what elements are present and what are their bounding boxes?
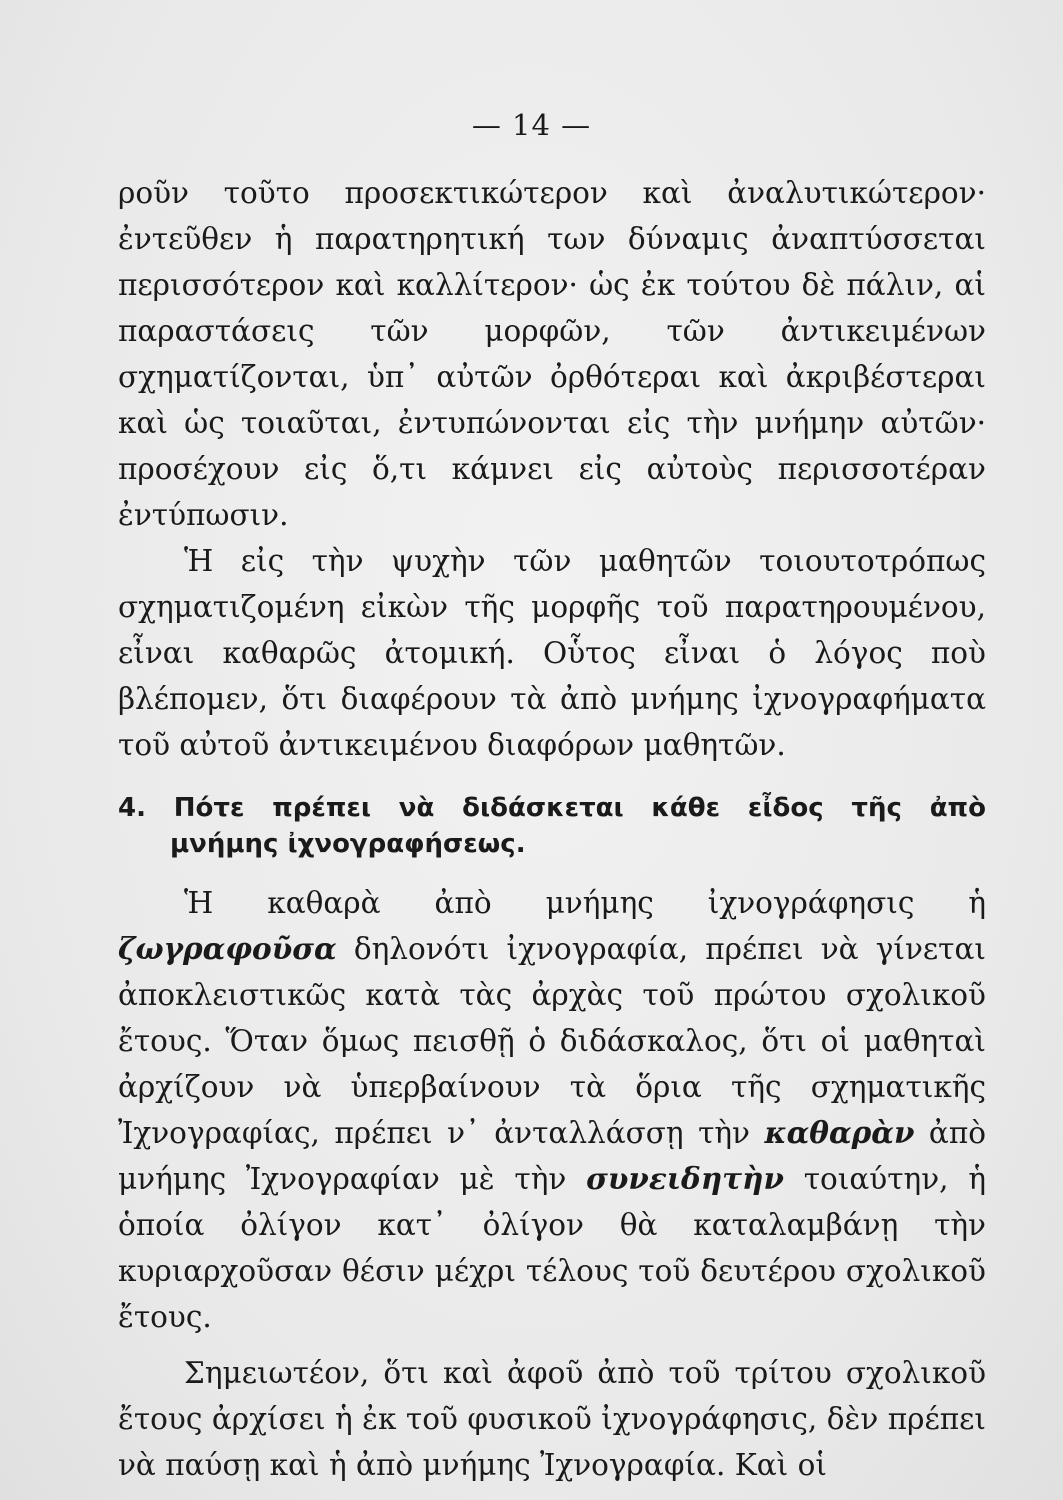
paragraph-continuation: ροῦν τοῦτο προσεκτικώτερον καὶ ἀναλυτικώτερον· ἐντεῦθεν ἡ παρατηρητική των δύναμις ἀναπτύσσεται περισσότερον καὶ καλλίτερον· ὡς ἐκ τούτου δὲ πάλιν, αἱ παραστάσεις τῶν μορφῶν, τῶν ἀντικειμένων σχηματίζονται, ὑπ᾽ αὐτῶν ὀρθότεραι καὶ ἀκριβέστεραι καὶ ὡς τοιαῦται, ἐντυπώνονται εἰς τὴν μνήμην αὐτῶν· προσέχουν εἰς ὅ,τι κάμνει εἰς αὐτοὺς περισσοτέραν ἐντύπωσιν. (118, 176, 986, 532)
text-run: δηλονότι ἰχνογραφία, πρέπει νὰ γίνεται ἀποκλειστικῶς κατὰ τὰς ἀρχὰς τοῦ πρώτου σχολικοῦ ἔτους. Ὅταν ὅμως πεισθῇ ὁ διδάσκαλος, ὅτι οἱ μαθηταὶ ἀρχίζουν νὰ ὑπερβαίνουν τὰ ὅρια τῆς σχηματικῆς Ἰχνογραφίας, πρέπει ν᾽ ἀνταλλάσσῃ τὴν (118, 932, 986, 1150)
paragraph-individual-image: Ἡ εἰς τὴν ψυχὴν τῶν μαθητῶν τοιουτοτρόπως σχηματιζομένη εἰκὼν τῆς μορφῆς τοῦ παρατηρουμένου, εἶναι καθαρῶς ἀτομική. Οὗτος εἶναι ὁ λόγος ποὺ βλέπομεν, ὅτι διαφέρουν τὰ ἀπὸ μνήμης ἰχνογραφήματα τοῦ αὐτοῦ ἀντικειμένου διαφόρων μαθητῶν. (118, 544, 986, 762)
paragraph-gap (118, 1340, 986, 1350)
emphasis-syneiditin: συνειδητὴν (586, 1161, 784, 1196)
emphasis-katharan: καθαρὰν (764, 1115, 915, 1150)
text-run: Ἡ καθαρὰ ἀπὸ μνήμης ἰχνογράφησις ἡ (184, 886, 986, 920)
page-body (118, 170, 986, 1488)
section-heading-line-1: 4. Πότε πρέπει νὰ διδάσκεται κάθε εἶδος τῆς ἀπὸ (118, 793, 986, 823)
text-run: τοιαύτην, ἡ ὁποία ὀλίγον κατ᾽ ὀλίγον θὰ καταλαμβάνῃ τὴν κυριαρχοῦσαν θέσιν μέχρι τέλους τοῦ δευτέρου σχολικοῦ ἔτους. (118, 1162, 986, 1334)
text-run: ἀπὸ μνήμης Ἰχνογραφίαν μὲ τὴν (118, 1116, 986, 1196)
paragraph-pure-memory-drawing (118, 880, 986, 1340)
section-heading (118, 790, 986, 862)
emphasis-zografousa: ζωγραφοῦσα (118, 931, 337, 966)
section-heading-line-2: μνήμης ἰχνογραφήσεως. (170, 829, 526, 859)
paragraph-third-year: Σημειωτέον, ὅτι καὶ ἀφοῦ ἀπὸ τοῦ τρίτου σχολικοῦ ἔτους ἀρχίσει ἡ ἐκ τοῦ φυσικοῦ ἰχνογράφησις, δὲν πρέπει νὰ παύσῃ καὶ ἡ ἀπὸ μνήμης Ἰχνογραφία. Καὶ οἱ (118, 1356, 986, 1482)
page-number: — 14 — (471, 108, 592, 142)
